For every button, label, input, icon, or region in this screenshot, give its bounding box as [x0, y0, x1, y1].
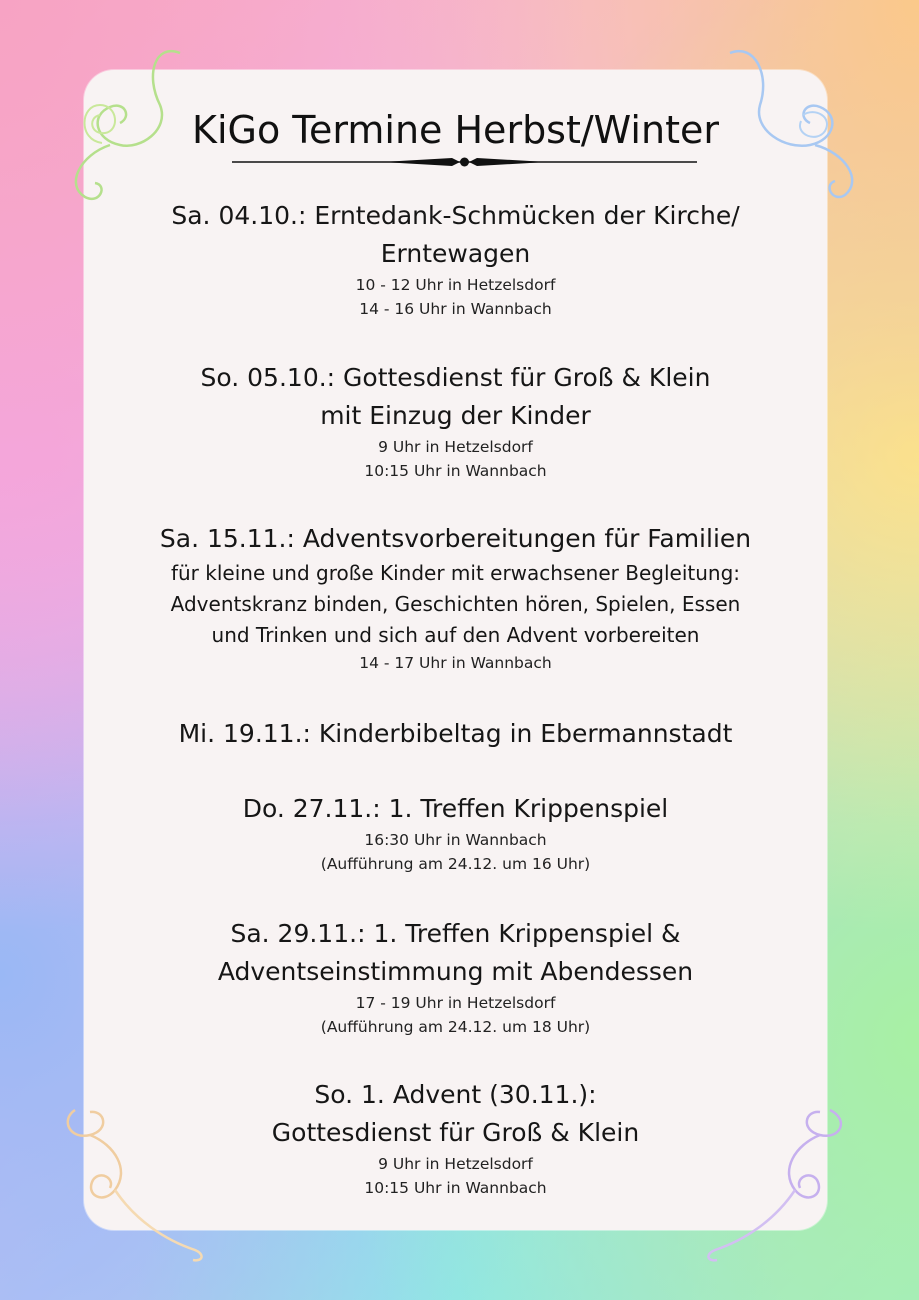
page-title: KiGo Termine Herbst/Winter	[192, 108, 719, 152]
event-title: Do. 27.11.: 1. Treffen Krippenspiel	[242, 794, 669, 823]
event-title: mit Einzug der Kinder	[320, 401, 591, 430]
event-detail: 9 Uhr in Hetzelsdorf	[378, 1155, 533, 1173]
event-title: Mi. 19.11.: Kinderbibeltag in Ebermannstadt	[178, 719, 733, 748]
event-detail: 16:30 Uhr in Wannbach	[364, 831, 547, 849]
event-detail: 14 - 16 Uhr in Wannbach	[359, 300, 552, 318]
event-detail: 10 - 12 Uhr in Hetzelsdorf	[355, 276, 556, 294]
event-item	[84, 915, 827, 1039]
event-title: Erntewagen	[380, 239, 531, 268]
event-description: für kleine und große Kinder mit erwachsener Begleitung:	[170, 561, 741, 585]
ornament-divider-icon	[232, 152, 697, 172]
event-description: und Trinken und sich auf den Advent vorbereiten	[211, 623, 700, 647]
event-detail: (Aufführung am 24.12. um 18 Uhr)	[320, 1018, 591, 1036]
event-item	[84, 715, 827, 753]
event-detail: 10:15 Uhr in Wannbach	[364, 462, 547, 480]
event-detail: 9 Uhr in Hetzelsdorf	[378, 438, 533, 456]
event-title: Sa. 15.11.: Adventsvorbereitungen für Familien	[159, 524, 752, 553]
event-title: Sa. 29.11.: 1. Treffen Krippenspiel &	[230, 919, 681, 948]
event-description: Adventskranz binden, Geschichten hören, Spielen, Essen	[170, 592, 741, 616]
event-item	[84, 197, 827, 321]
event-detail: 10:15 Uhr in Wannbach	[364, 1179, 547, 1197]
event-item	[84, 520, 827, 675]
event-item	[84, 790, 827, 876]
event-title: So. 05.10.: Gottesdienst für Groß & Klein	[200, 363, 711, 392]
event-item	[84, 1076, 827, 1200]
event-detail: 14 - 17 Uhr in Wannbach	[359, 654, 552, 672]
event-detail: (Aufführung am 24.12. um 16 Uhr)	[320, 855, 591, 873]
event-title: Gottesdienst für Groß & Klein	[271, 1118, 640, 1147]
event-detail: 17 - 19 Uhr in Hetzelsdorf	[355, 994, 556, 1012]
event-title: So. 1. Advent (30.11.):	[314, 1080, 597, 1109]
event-item	[84, 359, 827, 483]
event-title: Sa. 04.10.: Erntedank-Schmücken der Kirche/	[171, 201, 740, 230]
event-title: Adventseinstimmung mit Abendessen	[217, 957, 694, 986]
